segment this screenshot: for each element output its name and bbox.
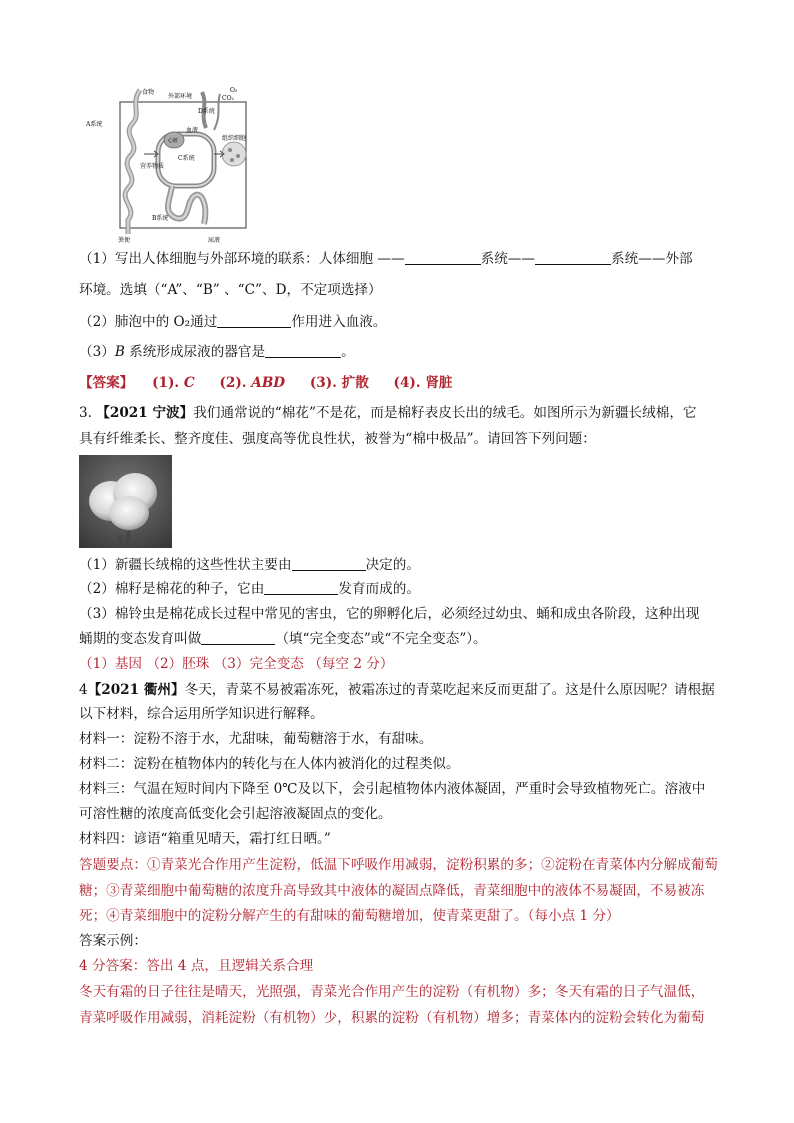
q3-p2-text-b: 发育而成的。: [338, 581, 420, 597]
q3-part2: [79, 580, 420, 599]
q4-score-4: 4 分答案：答出 4 点，且逻辑关系合理: [79, 958, 314, 974]
q3-stem-line1: [79, 404, 697, 423]
diagram-label-d-system: D系统: [198, 108, 215, 115]
q3-stem-text: 我们通常说的“棉花”不是花，而是棉籽表皮长出的绒毛。如图所示为新疆长绒棉，它: [193, 405, 697, 421]
answer-2-num: (2).: [219, 375, 252, 391]
answer-4: (4). 肾脏: [393, 375, 453, 391]
diagram-label-a-system: A系统: [86, 121, 103, 128]
q4-material-3-line1: 材料三：气温在短时间内下降至 0℃及以下，会引起植物体内液体凝固，严重时会导致植物死亡。溶液中: [79, 781, 706, 797]
answer-blank[interactable]: [264, 580, 338, 595]
diagram-label-nutrients: 营养物质: [140, 163, 165, 170]
answer-2-val: ABD: [251, 375, 286, 391]
q4-stem-line2: 以下材料，综合运用所学知识进行解释。: [79, 706, 324, 722]
q2-p1-text-a: （1）写出人体细胞与外部环境的联系：人体细胞 ——: [79, 251, 405, 267]
answer-blank[interactable]: [217, 313, 291, 328]
answer-blank[interactable]: [265, 343, 341, 358]
answer-1-num: (1).: [152, 375, 184, 391]
diagram-label-feces: 粪便: [118, 237, 131, 244]
diagram-label-b-system: B系统: [152, 215, 169, 222]
q2-p1-text-b: 系统——: [480, 251, 535, 267]
diagram-label-urine: 尿液: [208, 237, 221, 244]
answer-tag: 【答案】: [79, 375, 134, 391]
q3-number: 3.: [79, 405, 97, 421]
answer-blank[interactable]: [405, 250, 481, 265]
q2-p3-text-d: 。: [341, 344, 355, 360]
q4-stem-text: 冬天，青菜不易被霜冻死，被霜冻过的青菜吃起来反而更甜了。这是什么原因呢？请根据: [184, 682, 715, 698]
q2-p2-text-b: 作用进入血液。: [291, 314, 387, 330]
q3-part1: [79, 556, 420, 575]
q2-part3: [79, 343, 355, 362]
answer-1-val: C: [183, 375, 195, 391]
answer-blank[interactable]: [292, 556, 366, 571]
body-systems-diagram: [82, 84, 254, 244]
q2-part1-line2: 环境。选填（“A”、“B” 、“C”、D，不定项选择）: [79, 282, 382, 298]
answer-3: (3). 扩散: [309, 375, 369, 391]
q3-answer: （1）基因 （2）胚珠 （3）完全变态 （每空 2 分）: [79, 656, 394, 672]
q3-p1-text-a: （1）新疆长绒棉的这些性状主要由: [79, 557, 292, 573]
q3-p2-text-a: （2）棉籽是棉花的种子，它由: [79, 581, 265, 597]
q4-stem-line1: [79, 681, 715, 700]
diagram-label-tissue-cells: 组织细胞: [222, 135, 247, 142]
q4-key-points-line2: 糖；③青菜细胞中葡萄糖的浓度升高导致其中液体的凝固点降低，青菜细胞中的液体不易凝固，不易被冻: [79, 883, 705, 899]
q4-material-3-line2: 可溶性糖的浓度高低变化会引起溶液凝固点的变化。: [79, 806, 392, 822]
answer-blank[interactable]: [201, 630, 275, 645]
q4-key-points-line3: 死；④青菜细胞中的淀粉分解产生的有甜味的葡萄糖增加，使青菜更甜了。（每小点 1 分）: [79, 908, 620, 924]
q2-p2-text-a: （2）肺泡中的 O₂通过: [79, 314, 218, 330]
q4-material-4: 材料四：谚语“箱重见晴天，霜打红日晒。”: [79, 831, 331, 847]
q2-p3-text-a: （3）: [79, 344, 115, 360]
q4-source-tag: 【2021 衢州】: [87, 682, 185, 698]
q4-material-1: 材料一：淀粉不溶于水，尤甜味，葡萄糖溶于水，有甜味。: [79, 731, 433, 747]
q2-part1-line1: [79, 250, 693, 269]
diagram-label-c-system: C系统: [178, 155, 195, 162]
diagram-label-o2: O₂: [230, 87, 238, 94]
q4-example-line2: 青菜呼吸作用减弱，消耗淀粉（有机物）少，积累的淀粉（有机物）增多；青菜体内的淀粉会转化为葡萄: [79, 1010, 705, 1026]
q3-part3-line2: [79, 630, 487, 649]
diagram-label-food: 食物: [142, 89, 155, 96]
q2-p1-text-c: 系统——外部: [611, 251, 693, 267]
q4-number: 4: [79, 682, 88, 698]
cotton-photo: [79, 455, 172, 548]
q2-p3-text-c: 系统形成尿液的器官是: [124, 344, 266, 360]
q4-material-2: 材料二：淀粉在植物体内的转化与在人体内被消化的过程类似。: [79, 756, 460, 772]
q3-p3-text-a: 蛹期的变态发育叫做: [79, 631, 202, 647]
q3-source-tag: 【2021 宁波】: [96, 405, 194, 421]
diagram-label-external-env: 外部环境: [168, 93, 193, 100]
q2-answer: [79, 374, 453, 393]
q4-key-points-line1: 答题要点：①青菜光合作用产生淀粉，低温下呼吸作用减弱，淀粉积累的多；②淀粉在青菜体内分解成葡萄: [79, 857, 718, 873]
q4-example-line1: 冬天有霜的日子往往是晴天，光照强，青菜光合作用产生的淀粉（有机物）多；冬天有霜的日子气温低，: [79, 984, 705, 1000]
q3-part3-line1: （3）棉铃虫是棉花成长过程中常见的害虫，它的卵孵化后，必须经过幼虫、蛹和成虫各阶段，这种出现: [79, 606, 700, 622]
q4-example-title: 答案示例：: [79, 933, 147, 949]
answer-blank[interactable]: [535, 250, 611, 265]
q3-stem-line2: 具有纤维柔长、整齐度佳、强度高等优良性状，被誉为“棉中极品”。请回答下列问题：: [79, 431, 596, 447]
answer-1: [152, 375, 195, 391]
diagram-label-blood: 血液: [186, 127, 199, 134]
q3-p3-text-b: （填“完全变态”或“不完全变态”）。: [275, 631, 487, 647]
q2-p3-text-b: B: [114, 344, 125, 360]
q2-part2: [79, 313, 386, 332]
diagram-label-heart: 心脏: [168, 138, 179, 144]
answer-2: [219, 375, 285, 391]
diagram-label-co2: CO₂: [222, 95, 234, 102]
q3-p1-text-b: 决定的。: [365, 557, 420, 573]
